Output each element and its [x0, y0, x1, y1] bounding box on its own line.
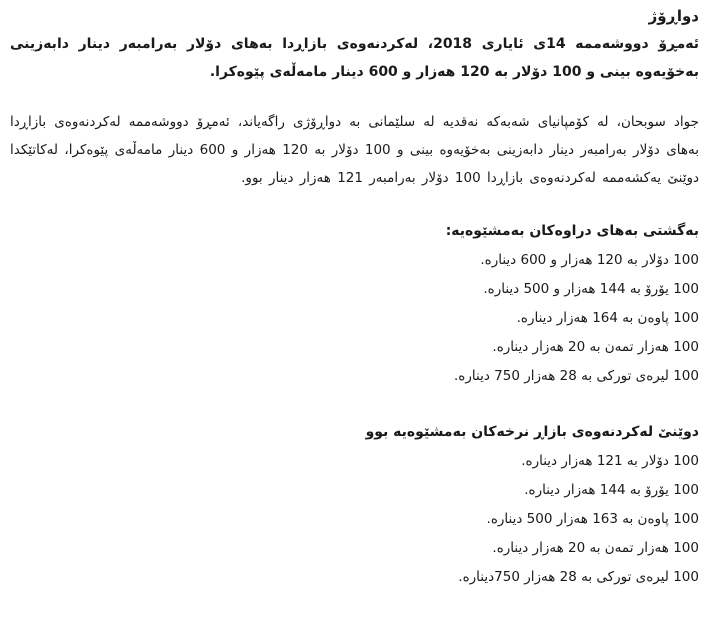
today-rates-list: [10, 246, 699, 391]
rate-item-pound: 100 پاوەن بە 164 هەزار دینارە.: [516, 310, 699, 326]
rate-item-lira: 100 لیرەی تورکی بە 28 هەزار 750دینارە.: [458, 569, 699, 585]
source-title: دواڕۆژ: [648, 7, 699, 25]
rate-item-pound: 100 پاوەن بە 163 هەزار 500 دینارە.: [486, 511, 699, 527]
yesterday-rates-heading: دوێنێ لەکردنەوەی بازاڕ نرخەکان بەمشێوەیە بوو: [365, 424, 699, 440]
rate-item-lira: 100 لیرەی تورکی بە 28 هەزار 750 دینارە.: [454, 368, 699, 384]
today-rates-heading: بەگشتی بەهای دراوەکان بەمشێوەیە:: [445, 223, 699, 239]
body-paragraph: جواد سوبحان، لە کۆمپانیای شەبەکە نەقدیە لە سلێمانی بە دواڕۆژی راگەیاند، ئەمڕۆ دووشەممە لەکردنەوەی بازاڕدا بەهای دۆلار بەرامبەر دینار دابەزینی بەخۆیەوە بینی و 100 دۆلار بە 120 هەزار و 600 دینار مامەڵەی پێوەکرا، لەکاتێکدا دوێنێ یەکشەممە لەکردنەوەی بازاڕدا 100 دۆلار بەرامبەر 121 هەزار دینار بوو.: [10, 114, 699, 186]
rate-item-dollar: 100 دۆلار بە 121 هەزار دینارە.: [521, 453, 699, 469]
rate-item-dollar: 100 دۆلار بە 120 هەزار و 600 دینارە.: [480, 252, 699, 268]
rate-item-toman: 100 هەزار تمەن بە 20 هەزار دینارە.: [492, 339, 699, 355]
rate-item-euro: 100 یۆرۆ بە 144 هەزار و 500 دینارە.: [483, 281, 699, 297]
rate-item-euro: 100 یۆرۆ بە 144 هەزار دینارە.: [524, 482, 699, 498]
rate-item-toman: 100 هەزار تمەن بە 20 هەزار دینارە.: [492, 540, 699, 556]
lead-paragraph: ئەمڕۆ دووشەممە 14ی ئایاری 2018، لەکردنەوەی بازاڕدا بەهای دۆلار بەرامبەر دینار دابەزینی بەخۆیەوە بینی و 100 دۆلار بە 120 هەزار و 600 دینار مامەڵەی پێوەکرا.: [10, 36, 700, 80]
yesterday-rates-list: [10, 447, 699, 592]
